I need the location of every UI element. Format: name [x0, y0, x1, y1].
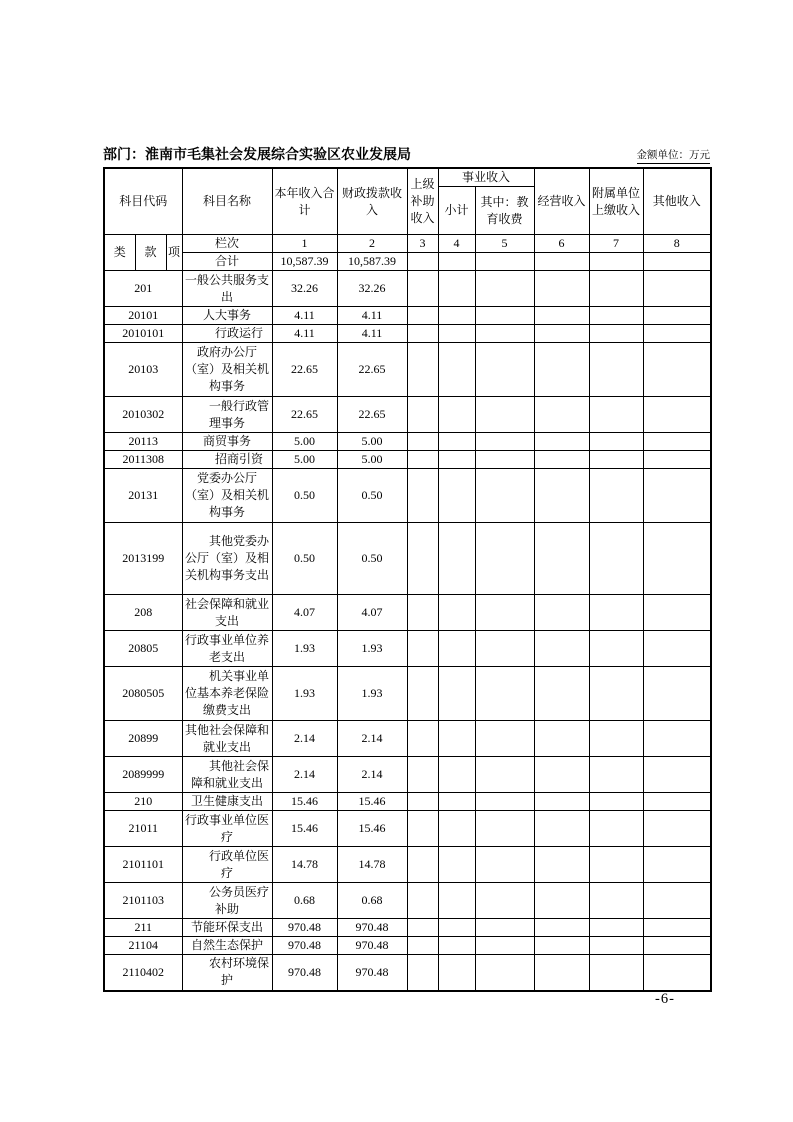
value-cell: 32.26	[272, 271, 337, 307]
value-cell	[407, 721, 438, 757]
grand-total-value-cell: 10,587.39	[337, 253, 407, 271]
value-cell: 4.07	[272, 595, 337, 631]
value-cell	[589, 919, 643, 937]
value-cell	[407, 451, 438, 469]
value-cell	[643, 721, 711, 757]
value-cell	[643, 343, 711, 397]
subject-code-cell: 20113	[104, 433, 182, 451]
value-cell	[407, 847, 438, 883]
subject-code-cell: 2080505	[104, 667, 182, 721]
value-cell: 15.46	[337, 793, 407, 811]
col-header-annual-income-total: 本年收入合计	[272, 168, 337, 235]
value-cell	[438, 937, 475, 955]
value-cell	[438, 955, 475, 991]
table-row	[104, 397, 711, 433]
value-cell: 4.11	[337, 307, 407, 325]
value-cell: 1.93	[337, 631, 407, 667]
value-cell	[643, 631, 711, 667]
subject-name-cell: 社会保障和就业支出	[182, 595, 272, 631]
value-cell	[643, 397, 711, 433]
grand-total-label: 合计	[182, 253, 272, 271]
value-cell	[438, 631, 475, 667]
value-cell: 14.78	[337, 847, 407, 883]
value-cell	[589, 955, 643, 991]
grand-total-value-cell	[407, 253, 438, 271]
subject-code-cell: 20103	[104, 343, 182, 397]
value-cell: 0.68	[272, 883, 337, 919]
subject-name-cell: 行政运行	[182, 325, 272, 343]
value-cell	[475, 811, 534, 847]
value-cell: 1.93	[272, 631, 337, 667]
table-row	[104, 595, 711, 631]
value-cell	[589, 793, 643, 811]
value-cell	[643, 667, 711, 721]
subject-name-cell: 其他社会保障和就业支出	[182, 757, 272, 793]
value-cell	[407, 955, 438, 991]
table-row	[104, 271, 711, 307]
subject-name-cell: 行政事业单位医疗	[182, 811, 272, 847]
table-row	[104, 451, 711, 469]
value-cell	[438, 451, 475, 469]
table-row	[104, 793, 711, 811]
value-cell	[643, 883, 711, 919]
value-cell	[475, 631, 534, 667]
value-cell: 5.00	[272, 451, 337, 469]
column-index-number: 5	[475, 235, 534, 253]
value-cell	[589, 469, 643, 523]
value-cell	[475, 469, 534, 523]
col-header-fiscal-appropriation: 财政拨款收入	[337, 168, 407, 235]
value-cell	[438, 757, 475, 793]
value-cell: 15.46	[272, 793, 337, 811]
value-cell	[438, 919, 475, 937]
value-cell	[534, 811, 589, 847]
value-cell	[643, 937, 711, 955]
value-cell	[643, 811, 711, 847]
value-cell	[475, 937, 534, 955]
value-cell	[534, 631, 589, 667]
subject-name-cell: 公务员医疗补助	[182, 883, 272, 919]
subject-code-cell: 201	[104, 271, 182, 307]
value-cell	[438, 397, 475, 433]
value-cell	[438, 811, 475, 847]
value-cell	[589, 397, 643, 433]
value-cell: 4.11	[272, 325, 337, 343]
value-cell	[475, 451, 534, 469]
value-cell	[438, 721, 475, 757]
subject-code-cell: 20899	[104, 721, 182, 757]
value-cell	[438, 433, 475, 451]
value-cell	[438, 307, 475, 325]
subject-code-cell: 20805	[104, 631, 182, 667]
subject-name-cell: 党委办公厅（室）及相关机构事务	[182, 469, 272, 523]
subject-name-cell: 自然生态保护	[182, 937, 272, 955]
table-row	[104, 307, 711, 325]
value-cell	[407, 325, 438, 343]
table-row	[104, 721, 711, 757]
subject-code-cell: 2011308	[104, 451, 182, 469]
subject-name-cell: 其他社会保障和就业支出	[182, 721, 272, 757]
value-cell	[589, 595, 643, 631]
value-cell: 0.50	[337, 523, 407, 595]
value-cell: 5.00	[272, 433, 337, 451]
value-cell: 970.48	[272, 937, 337, 955]
value-cell	[589, 811, 643, 847]
col-header-education-fees: 其中：教育收费	[475, 187, 534, 235]
value-cell	[407, 433, 438, 451]
value-cell: 2.14	[272, 757, 337, 793]
value-cell	[407, 307, 438, 325]
subject-code-cell: 2013199	[104, 523, 182, 595]
subject-name-cell: 农村环境保护	[182, 955, 272, 991]
value-cell: 22.65	[337, 397, 407, 433]
value-cell	[589, 631, 643, 667]
subject-code-cell: 2110402	[104, 955, 182, 991]
value-cell	[475, 271, 534, 307]
value-cell: 0.50	[272, 469, 337, 523]
value-cell	[534, 595, 589, 631]
subject-name-cell: 一般行政管理事务	[182, 397, 272, 433]
value-cell	[534, 847, 589, 883]
value-cell: 4.11	[272, 307, 337, 325]
value-cell: 2.14	[272, 721, 337, 757]
subject-name-cell: 机关事业单位基本养老保险缴费支出	[182, 667, 272, 721]
value-cell	[534, 271, 589, 307]
subject-name-cell: 商贸事务	[182, 433, 272, 451]
grand-total-row	[104, 253, 711, 271]
value-cell	[589, 343, 643, 397]
table-body	[104, 271, 711, 991]
value-cell: 4.11	[337, 325, 407, 343]
value-cell	[534, 451, 589, 469]
table-row	[104, 883, 711, 919]
value-cell	[438, 793, 475, 811]
value-cell	[475, 433, 534, 451]
grand-total-value-cell	[438, 253, 475, 271]
subject-name-cell: 卫生健康支出	[182, 793, 272, 811]
column-index-number: 1	[272, 235, 337, 253]
value-cell	[438, 523, 475, 595]
value-cell: 1.93	[337, 667, 407, 721]
column-index-number: 3	[407, 235, 438, 253]
value-cell	[407, 523, 438, 595]
value-cell	[643, 595, 711, 631]
subject-code-cell: 210	[104, 793, 182, 811]
value-cell	[438, 469, 475, 523]
value-cell	[534, 307, 589, 325]
value-cell	[407, 631, 438, 667]
value-cell	[534, 325, 589, 343]
col-header-affiliated-unit-income: 附属单位上缴收入	[589, 168, 643, 235]
value-cell: 970.48	[272, 919, 337, 937]
value-cell	[438, 271, 475, 307]
value-cell	[475, 793, 534, 811]
value-cell	[475, 721, 534, 757]
value-cell	[407, 757, 438, 793]
subject-code-cell: 2101103	[104, 883, 182, 919]
value-cell	[407, 397, 438, 433]
value-cell: 0.68	[337, 883, 407, 919]
col-header-subject-code: 科目代码	[104, 168, 182, 235]
value-cell: 0.50	[337, 469, 407, 523]
value-cell: 5.00	[337, 451, 407, 469]
value-cell	[534, 433, 589, 451]
col-header-other-income: 其他收入	[643, 168, 711, 235]
value-cell: 22.65	[272, 397, 337, 433]
value-cell: 32.26	[337, 271, 407, 307]
value-cell	[475, 667, 534, 721]
table-row	[104, 325, 711, 343]
subject-code-cell: 20131	[104, 469, 182, 523]
subject-name-cell: 一般公共服务支出	[182, 271, 272, 307]
subject-code-cell: 2010101	[104, 325, 182, 343]
value-cell	[589, 451, 643, 469]
table-row	[104, 469, 711, 523]
code-level-class: 类	[104, 235, 135, 271]
income-budget-table	[103, 167, 712, 992]
table-row	[104, 847, 711, 883]
value-cell	[407, 667, 438, 721]
value-cell	[407, 919, 438, 937]
value-cell	[643, 325, 711, 343]
value-cell	[475, 343, 534, 397]
grand-total-value-cell: 10,587.39	[272, 253, 337, 271]
col-header-subject-name: 科目名称	[182, 168, 272, 235]
value-cell	[589, 883, 643, 919]
table-row	[104, 757, 711, 793]
value-cell	[589, 271, 643, 307]
subject-code-cell: 2101101	[104, 847, 182, 883]
value-cell	[475, 397, 534, 433]
value-cell	[589, 325, 643, 343]
value-cell	[589, 721, 643, 757]
table-row	[104, 433, 711, 451]
value-cell	[534, 523, 589, 595]
subject-name-cell: 人大事务	[182, 307, 272, 325]
value-cell: 4.07	[337, 595, 407, 631]
value-cell	[643, 271, 711, 307]
value-cell	[534, 955, 589, 991]
value-cell	[534, 793, 589, 811]
subject-code-cell: 211	[104, 919, 182, 937]
subject-code-cell: 21104	[104, 937, 182, 955]
table-row	[104, 919, 711, 937]
subject-name-cell: 行政事业单位养老支出	[182, 631, 272, 667]
value-cell	[475, 307, 534, 325]
value-cell	[534, 469, 589, 523]
col-header-operating-income: 经营收入	[534, 168, 589, 235]
value-cell	[643, 523, 711, 595]
value-cell	[407, 271, 438, 307]
value-cell	[534, 397, 589, 433]
value-cell	[407, 595, 438, 631]
value-cell	[475, 955, 534, 991]
value-cell	[407, 937, 438, 955]
value-cell: 22.65	[272, 343, 337, 397]
value-cell: 970.48	[337, 955, 407, 991]
value-cell	[475, 883, 534, 919]
column-index-number: 7	[589, 235, 643, 253]
value-cell	[438, 343, 475, 397]
value-cell	[589, 937, 643, 955]
value-cell	[643, 793, 711, 811]
value-cell: 0.50	[272, 523, 337, 595]
department-title: 部门：淮南市毛集社会发展综合实验区农业发展局	[103, 146, 411, 162]
column-index-number: 4	[438, 235, 475, 253]
table-row	[104, 523, 711, 595]
value-cell	[589, 523, 643, 595]
value-cell: 22.65	[337, 343, 407, 397]
column-index-row	[104, 235, 711, 253]
table-row	[104, 343, 711, 397]
column-index-number: 6	[534, 235, 589, 253]
table-header	[104, 168, 711, 271]
value-cell	[534, 721, 589, 757]
page-number: -6-	[655, 991, 675, 1007]
code-level-section: 款	[135, 235, 166, 271]
value-cell	[407, 883, 438, 919]
value-cell	[534, 883, 589, 919]
table-row	[104, 631, 711, 667]
value-cell	[407, 469, 438, 523]
value-cell	[438, 667, 475, 721]
subject-name-cell: 行政单位医疗	[182, 847, 272, 883]
value-cell	[407, 811, 438, 847]
value-cell	[589, 667, 643, 721]
value-cell	[475, 919, 534, 937]
value-cell	[438, 595, 475, 631]
value-cell: 970.48	[337, 937, 407, 955]
value-cell	[475, 757, 534, 793]
value-cell	[643, 757, 711, 793]
subject-name-cell: 其他党委办公厅（室）及相关机构事务支出	[182, 523, 272, 595]
subject-name-cell: 节能环保支出	[182, 919, 272, 937]
value-cell	[475, 325, 534, 343]
subject-name-cell: 政府办公厅（室）及相关机构事务	[182, 343, 272, 397]
table-row	[104, 937, 711, 955]
subject-code-cell: 2010302	[104, 397, 182, 433]
col-header-business-subtotal: 小计	[438, 187, 475, 235]
value-cell: 1.93	[272, 667, 337, 721]
grand-total-value-cell	[534, 253, 589, 271]
value-cell: 970.48	[337, 919, 407, 937]
column-index-number: 8	[643, 235, 711, 253]
value-cell	[643, 307, 711, 325]
value-cell	[643, 919, 711, 937]
column-index-label: 栏次	[182, 235, 272, 253]
table-row	[104, 811, 711, 847]
grand-total-value-cell	[589, 253, 643, 271]
value-cell: 970.48	[272, 955, 337, 991]
value-cell: 5.00	[337, 433, 407, 451]
col-header-superior-subsidy: 上级补助收入	[407, 168, 438, 235]
value-cell	[407, 343, 438, 397]
value-cell	[534, 937, 589, 955]
value-cell	[589, 307, 643, 325]
subject-code-cell: 20101	[104, 307, 182, 325]
code-level-item: 项	[166, 235, 182, 271]
value-cell	[589, 433, 643, 451]
value-cell	[407, 793, 438, 811]
value-cell	[643, 955, 711, 991]
subject-code-cell: 21011	[104, 811, 182, 847]
value-cell	[438, 847, 475, 883]
table-row	[104, 955, 711, 991]
value-cell	[589, 757, 643, 793]
value-cell	[534, 919, 589, 937]
value-cell: 15.46	[272, 811, 337, 847]
value-cell: 15.46	[337, 811, 407, 847]
column-index-number: 2	[337, 235, 407, 253]
value-cell	[589, 847, 643, 883]
subject-code-cell: 2089999	[104, 757, 182, 793]
col-header-business-income: 事业收入	[438, 168, 534, 187]
grand-total-value-cell	[475, 253, 534, 271]
value-cell	[643, 451, 711, 469]
value-cell	[643, 469, 711, 523]
value-cell	[643, 433, 711, 451]
value-cell: 14.78	[272, 847, 337, 883]
value-cell	[534, 667, 589, 721]
value-cell	[475, 847, 534, 883]
value-cell	[438, 883, 475, 919]
subject-code-cell: 208	[104, 595, 182, 631]
table-row	[104, 667, 711, 721]
value-cell: 2.14	[337, 757, 407, 793]
subject-name-cell: 招商引资	[182, 451, 272, 469]
value-cell	[534, 757, 589, 793]
value-cell: 2.14	[337, 721, 407, 757]
value-cell	[534, 343, 589, 397]
value-cell	[475, 595, 534, 631]
amount-unit-label: 金额单位：万元	[637, 149, 711, 164]
value-cell	[475, 523, 534, 595]
grand-total-value-cell	[643, 253, 711, 271]
value-cell	[643, 847, 711, 883]
value-cell	[438, 325, 475, 343]
